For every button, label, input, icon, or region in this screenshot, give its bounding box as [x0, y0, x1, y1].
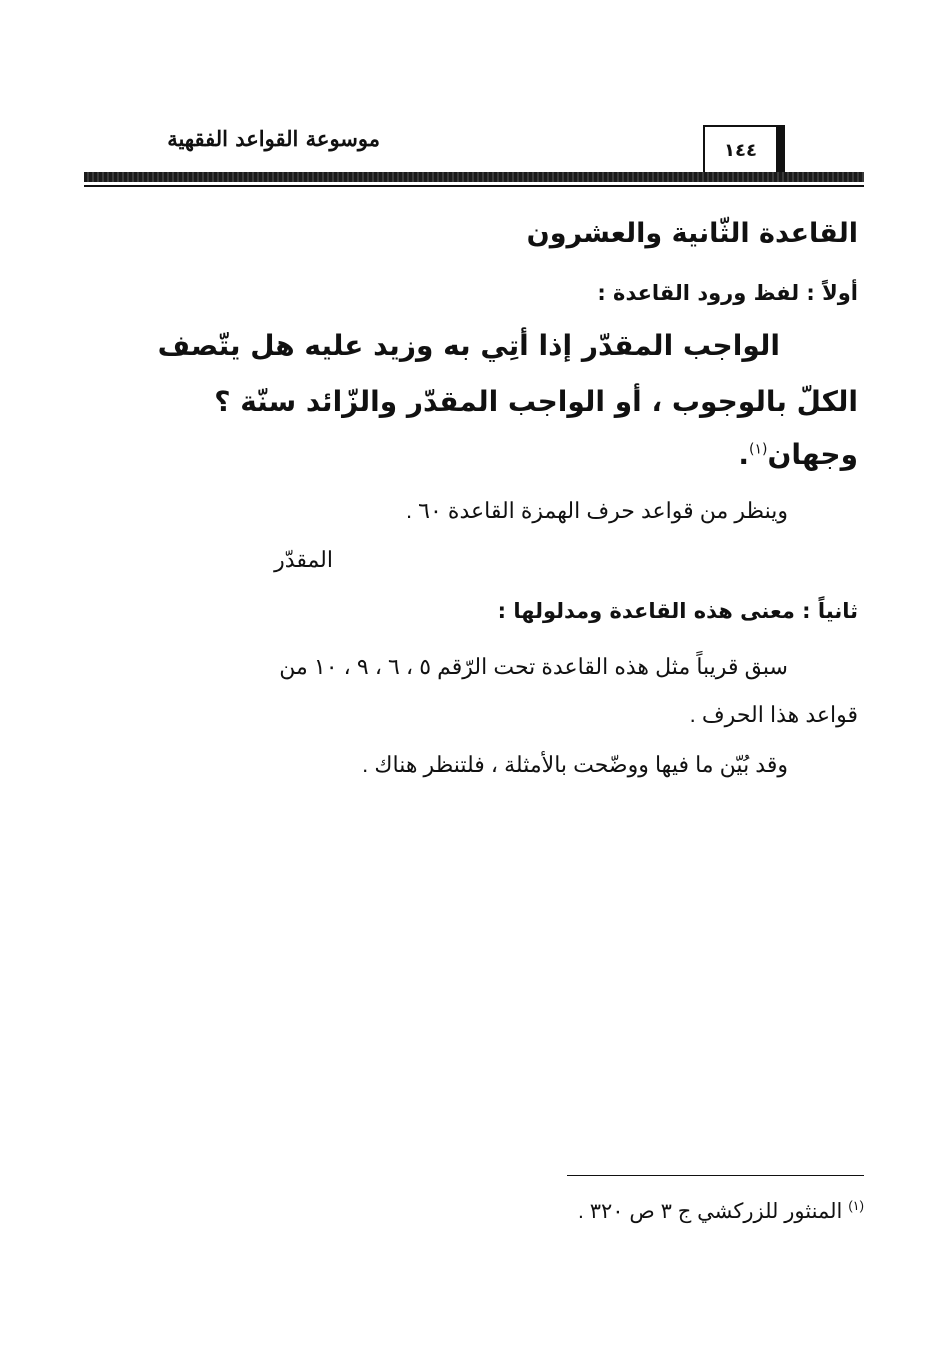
- header-rule-thin: [84, 185, 864, 187]
- footnote-reference[interactable]: (١): [749, 441, 768, 458]
- rule-title: القاعدة الثّانية والعشرون: [526, 218, 858, 249]
- footnote-separator: [567, 1175, 864, 1176]
- rule-text-line-2: الكلّ بالوجوب ، أو الواجب المقدّر والزّائد سنّة ؟: [214, 385, 858, 418]
- footnote-text: المنثور للزركشي ج ٣ ص ٣٢٠ .: [578, 1200, 843, 1223]
- running-header-title: موسوعة القواعد الفقهية: [167, 126, 380, 151]
- rule-text-line-3-end: .: [738, 438, 750, 471]
- rule-text-line-3-words: وجهان: [767, 438, 858, 471]
- meaning-paragraph-line-2: قواعد هذا الحرف .: [689, 702, 858, 727]
- rule-text-line-1: الواجب المقدّر إذا أتِي به وزيد عليه هل يتّصف: [157, 329, 780, 362]
- page-number: ١٤٤: [703, 125, 785, 173]
- footnote: [578, 1198, 864, 1224]
- isolated-word: المقدّر: [274, 548, 333, 573]
- section-heading-second: ثانياً : معنى هذه القاعدة ومدلولها :: [497, 599, 858, 623]
- meaning-paragraph-2: وقد بُيّن ما فيها ووضّحت بالأمثلة ، فلتنظر هناك .: [362, 752, 788, 777]
- see-also-paragraph: وينظر من قواعد حرف الهمزة القاعدة ٦٠ .: [405, 498, 788, 523]
- rule-text-line-3: [738, 438, 858, 471]
- section-heading-first: أولاً : لفظ ورود القاعدة :: [597, 281, 858, 305]
- meaning-paragraph-line-1: سبق قريباً مثل هذه القاعدة تحت الرّقم ٥ ، ٦ ، ٩ ، ١٠ من: [279, 654, 788, 679]
- footnote-number: (١): [848, 1198, 864, 1213]
- header-rule-thick: [84, 172, 864, 182]
